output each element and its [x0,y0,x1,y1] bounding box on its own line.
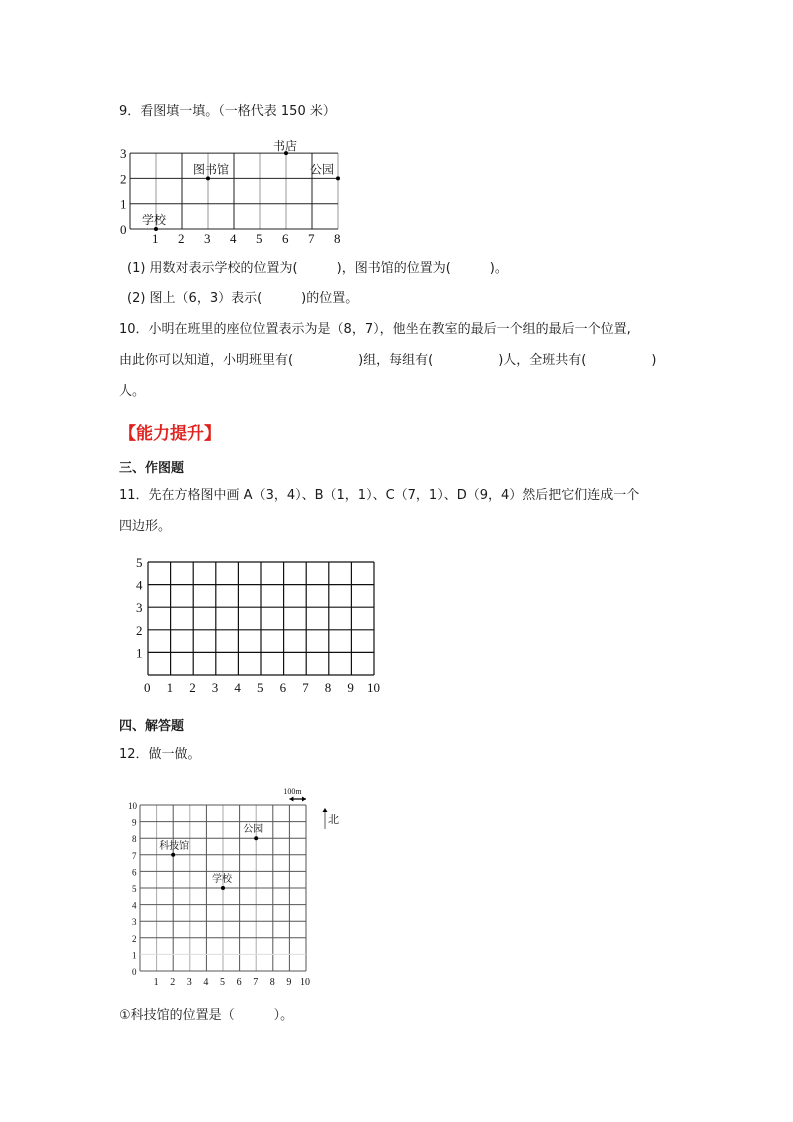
x-tick-label: 6 [236,977,242,988]
q12-sub1: ①科技馆的位置是（ ）。 [119,1008,294,1023]
x-tick-label: 5 [220,977,225,988]
q12-title: 12．做一做。 [119,747,201,762]
q10-line2: 由此你可以知道，小明班里有( )组，每组有( )人，全班共有( ) [119,353,657,368]
section-ability-heading: 【能力提升】 [119,424,221,444]
y-tick-label: 5 [136,555,143,570]
x-tick-label: 3 [204,231,211,246]
scale-arrow-right-icon [302,797,306,802]
x-tick-label: 2 [178,231,185,246]
x-tick-label: 10 [367,680,380,695]
y-tick-label: 1 [132,950,137,961]
scale-arrow-left-icon [289,797,293,802]
q10-line3: 人。 [119,384,146,399]
x-tick-label: 7 [308,231,315,246]
section4-heading: 四、解答题 [119,719,185,734]
x-tick-label: 5 [256,231,263,246]
location-label: 学校 [142,213,167,227]
y-tick-label: 6 [132,867,137,878]
location-label: 学校 [212,874,232,885]
north-arrow-icon [323,808,328,812]
y-tick-label: 7 [132,850,137,861]
x-tick-label: 1 [152,231,159,246]
y-tick-label: 0 [132,967,137,977]
x-tick-label: 3 [186,977,192,988]
x-tick-label: 7 [302,680,309,695]
location-point [171,853,175,857]
q9-title: 9．看图填一填。（一格代表 150 米） [119,104,336,119]
x-tick-label: 7 [253,977,259,988]
x-tick-label: 8 [324,680,332,695]
x-tick-label: 0 [144,680,151,695]
q11-line1: 11．先在方格图中画 A（3，4）、B（1，1）、C（7，1）、D（9，4）然后把它们连成一个 [119,488,640,503]
x-tick-label: 9 [347,680,354,695]
y-tick-label: 1 [120,196,127,212]
x-tick-label: 1 [153,977,159,988]
y-tick-label: 0 [120,222,127,237]
section3-heading: 三、作图题 [119,461,185,476]
location-label: 图书馆 [193,162,230,177]
y-tick-label: 2 [120,171,127,187]
x-tick-label: 9 [286,977,292,988]
x-tick-label: 10 [300,977,310,988]
location-point [254,836,258,840]
q9-chart [115,132,355,247]
x-tick-label: 2 [170,977,176,988]
x-tick-label: 6 [279,680,287,695]
location-label: 公园 [243,824,264,836]
location-label: 书店 [273,139,298,154]
x-tick-label: 1 [166,680,174,695]
y-tick-label: 1 [136,645,143,661]
y-tick-label: 2 [136,622,143,638]
y-tick-label: 3 [120,146,127,162]
q12-map [120,780,350,990]
q9-sub1: (1) 用数对表示学校的位置为( )，图书馆的位置为( )。 [127,261,508,276]
x-tick-label: 4 [230,231,237,246]
x-tick-label: 8 [269,977,275,988]
location-point [336,176,340,180]
location-point [154,227,158,231]
x-tick-label: 4 [203,977,209,988]
y-tick-label: 5 [132,884,137,894]
q9-sub2: (2) 图上（6，3）表示( )的位置。 [127,291,359,306]
y-tick-label: 4 [136,577,143,593]
q11-grid [135,555,390,700]
y-tick-label: 3 [132,917,137,928]
x-tick-label: 4 [234,680,241,695]
x-tick-label: 2 [189,680,196,695]
y-tick-label: 9 [132,817,137,828]
x-tick-label: 5 [257,680,264,695]
y-tick-label: 10 [128,801,137,811]
y-tick-label: 2 [132,933,137,944]
y-tick-label: 3 [136,600,143,616]
y-tick-label: 8 [132,834,137,845]
north-label: 北 [328,813,339,826]
x-tick-label: 8 [334,231,341,246]
location-point [206,176,210,180]
q11-line2: 四边形。 [119,519,172,534]
x-tick-label: 3 [211,680,219,695]
location-point [221,886,225,890]
location-label: 公园 [310,162,335,177]
y-tick-label: 4 [132,900,137,911]
x-tick-label: 6 [282,231,289,246]
scale-label: 100m [283,787,302,796]
q10-line1: 10．小明在班里的座位位置表示为是（8，7），他坐在教室的最后一个组的最后一个位置, [119,322,631,337]
location-label: 科技馆 [159,840,190,852]
